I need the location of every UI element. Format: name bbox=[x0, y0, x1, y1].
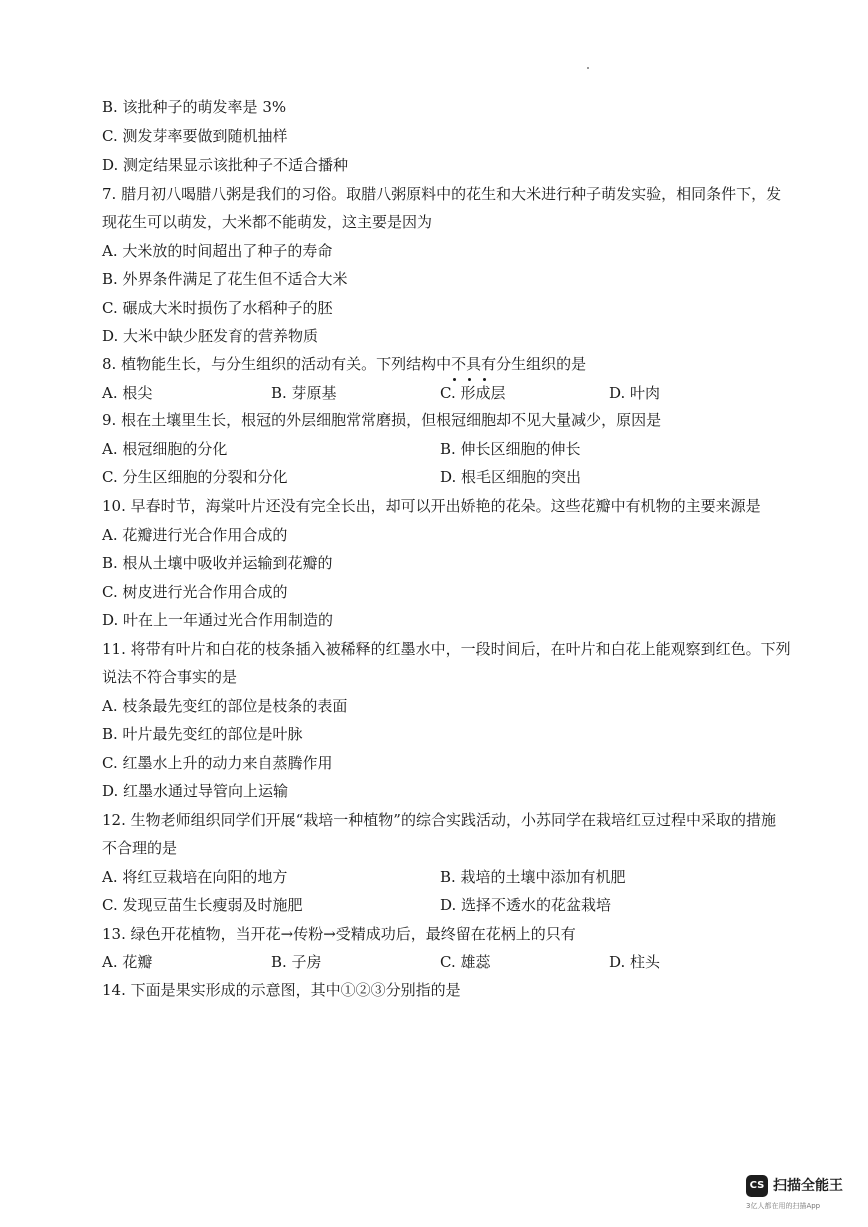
q8-option-d: D. 叶肉 bbox=[609, 384, 661, 402]
q9-option-a: A. 根冠细胞的分化 bbox=[102, 440, 228, 458]
q7-option-b: B. 外界条件满足了花生但不适合大米 bbox=[102, 270, 348, 288]
q12-stem-line-2: 不合理的是 bbox=[102, 839, 178, 857]
q7-option-d: D. 大米中缺少胚发育的营养物质 bbox=[102, 327, 319, 345]
q11-stem-line-2: 说法不符合事实的是 bbox=[102, 668, 238, 686]
q9-option-b: B. 伸长区细胞的伸长 bbox=[440, 440, 581, 458]
q11-option-c: C. 红墨水上升的动力来自蒸腾作用 bbox=[102, 754, 333, 772]
q13-stem: 13. 绿色开花植物，当开花→传粉→受精成功后，最终留在花柄上的只有 bbox=[102, 925, 576, 943]
q12-option-c: C. 发现豆苗生长瘦弱及时施肥 bbox=[102, 896, 303, 914]
q12-option-b: B. 栽培的土壤中添加有机肥 bbox=[440, 868, 626, 886]
q7-option-c: C. 碾成大米时损伤了水稻种子的胚 bbox=[102, 299, 333, 317]
q9-option-c: C. 分生区细胞的分裂和分化 bbox=[102, 468, 288, 486]
q6-option-c: C. 测发芽率要做到随机抽样 bbox=[102, 127, 288, 145]
emphasis-dot bbox=[468, 378, 471, 381]
q13-option-a: A. 花瓣 bbox=[102, 953, 153, 971]
q13-option-c: C. 雄蕊 bbox=[440, 953, 491, 971]
q10-option-c: C. 树皮进行光合作用合成的 bbox=[102, 583, 288, 601]
q10-option-a: A. 花瓣进行光合作用合成的 bbox=[102, 526, 288, 544]
q6-option-d: D. 测定结果显示该批种子不适合播种 bbox=[102, 156, 349, 174]
q6-option-b: B. 该批种子的萌发率是 3% bbox=[102, 98, 287, 116]
q10-option-d: D. 叶在上一年通过光合作用制造的 bbox=[102, 611, 334, 629]
q9-stem: 9. 根在土壤里生长，根冠的外层细胞常常磨损，但根冠细胞却不见大量减少，原因是 bbox=[102, 411, 662, 429]
q8-option-b: B. 芽原基 bbox=[271, 384, 337, 402]
q13-option-d: D. 柱头 bbox=[609, 953, 661, 971]
q8-option-a: A. 根尖 bbox=[102, 384, 153, 402]
q12-stem-line-1: 12. 生物老师组织同学们开展“栽培一种植物”的综合实践活动，小苏同学在栽培红豆过程中采取的措施 bbox=[102, 811, 776, 829]
camscanner-logo-icon: CS bbox=[746, 1175, 768, 1197]
q8-stem: 8. 植物能生长，与分生组织的活动有关。下列结构中不具有分生组织的是 bbox=[102, 355, 587, 373]
q11-option-a: A. 枝条最先变红的部位是枝条的表面 bbox=[102, 697, 348, 715]
q10-option-b: B. 根从土壤中吸收并运输到花瓣的 bbox=[102, 554, 333, 572]
emphasis-dot bbox=[483, 378, 486, 381]
q7-stem-line-1: 7. 腊月初八喝腊八粥是我们的习俗。取腊八粥原料中的花生和大米进行种子萌发实验，相同条件下，发 bbox=[102, 185, 782, 203]
q12-option-a: A. 将红豆栽培在向阳的地方 bbox=[102, 868, 288, 886]
q11-option-d: D. 红墨水通过导管向上运输 bbox=[102, 782, 289, 800]
watermark-app-name: 扫描全能王 bbox=[773, 1178, 843, 1194]
q11-stem-line-1: 11. 将带有叶片和白花的枝条插入被稀释的红墨水中，一段时间后，在叶片和白花上能观察到红色。下列 bbox=[102, 640, 791, 658]
q8-option-c: C. 形成层 bbox=[440, 384, 506, 402]
scanner-watermark bbox=[746, 1173, 856, 1217]
q9-option-d: D. 根毛区细胞的突出 bbox=[440, 468, 582, 486]
q13-option-b: B. 子房 bbox=[271, 953, 322, 971]
q12-option-d: D. 选择不透水的花盆栽培 bbox=[440, 896, 612, 914]
watermark-tagline: 3亿人都在用的扫描App bbox=[746, 1202, 821, 1210]
q7-stem-line-2: 现花生可以萌发，大米都不能萌发，这主要是因为 bbox=[102, 213, 433, 231]
q11-option-b: B. 叶片最先变红的部位是叶脉 bbox=[102, 725, 303, 743]
scan-speck bbox=[587, 67, 589, 69]
q10-stem: 10. 早春时节，海棠叶片还没有完全长出，却可以开出娇艳的花朵。这些花瓣中有机物的主要来源是 bbox=[102, 497, 761, 515]
emphasis-dot bbox=[453, 378, 456, 381]
q7-option-a: A. 大米放的时间超出了种子的寿命 bbox=[102, 242, 333, 260]
q14-stem: 14. 下面是果实形成的示意图，其中①②③分别指的是 bbox=[102, 981, 461, 999]
